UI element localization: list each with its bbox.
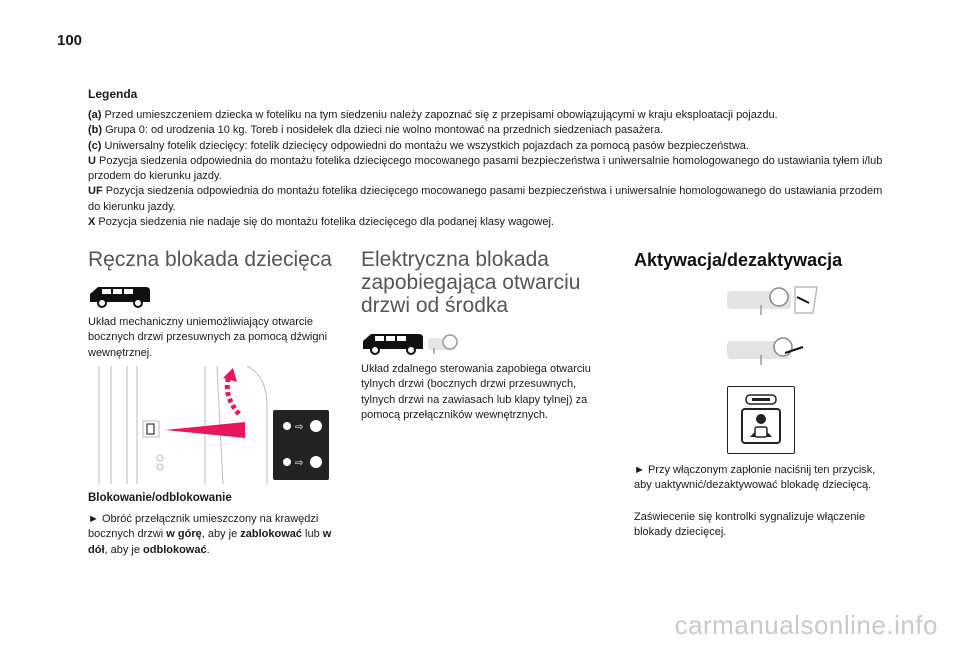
activation-heading: Aktywacja/dezaktywacja	[634, 250, 843, 270]
legend-item: (c) Uniwersalny fotelik dziecięcy: fotelik dziecięcy odpowiedni do montażu we wszystkich pojazdach za pomocą pasów bezpieczeństwa.	[88, 139, 749, 152]
child-lock-button[interactable]	[727, 386, 795, 454]
legend-item: UF Pozycja siedzenia odpowiednia do montażu fotelika dziecięcego mocowanego pasami bezpieczeństwa i uniwersalnie homologowanego do ustawiania przodem do kierunku jazdy.	[88, 185, 883, 213]
lock-unlock-subheading: Blokowanie/odblokowanie	[88, 492, 232, 504]
svg-text:⇨: ⇨	[295, 422, 304, 433]
legend-item: (b) Grupa 0: od urodzenia 10 kg. Toreb i nosidełek dla dzieci nie wolno montować na przednich siedzeniach pasażera.	[88, 124, 664, 137]
steering-wheel-icon	[428, 332, 462, 356]
dashboard-door-icon	[725, 283, 821, 317]
activation-indicator-note: Zaświecenie się kontrolki sygnalizuje włączenie blokady dziecięcej.	[634, 511, 866, 539]
lock-switch-panel	[273, 410, 329, 480]
watermark: carmanualsonline.info	[674, 610, 938, 640]
child-lock-icon	[728, 387, 794, 453]
activation-instruction: ► Przy włączonym zapłonie naciśnij ten przycisk, aby uaktywnić/dezaktywować blokadę dziecięcą.	[634, 464, 876, 492]
legend-item: X Pozycja siedzenia nie nadaje się do montażu fotelika dziecięcego dla podanej klasy wagowej.	[88, 216, 554, 229]
van-icon	[88, 283, 152, 309]
legend-list	[88, 108, 888, 230]
electric-lock-heading: Elektryczna blokada zapobiegająca otwarciu drzwi od środka	[361, 248, 581, 317]
legend-title: Legenda	[88, 87, 138, 101]
lock-unlock-instruction: ► Obróć przełącznik umieszczony na krawędzi bocznych drzwi w górę, aby je zablokować lub w dół, aby je odblokować.	[88, 513, 332, 556]
manual-lock-intro: Układ mechaniczny uniemożliwiający otwarcie bocznych drzwi przesuwnych za pomocą dźwigni wewnętrznej.	[88, 316, 328, 359]
van-icon	[361, 330, 425, 356]
page-number: 100	[57, 32, 83, 49]
dashboard-icon	[725, 333, 821, 367]
legend-item: U Pozycja siedzenia odpowiednia do montażu fotelika dziecięcego mocowanego pasami bezpieczeństwa i uniwersalnie homologowanego do ustawiania tyłem i/lub przodem do kierunku jazdy.	[88, 154, 883, 183]
legend-item: (a) Przed umieszczeniem dziecka w foteliku na tym siedzeniu należy zapoznać się z przepisami obowiązującymi w kraju eksploatacji pojazdu.	[88, 109, 778, 121]
svg-text:⇨: ⇨	[295, 458, 304, 469]
door-switch-illustration	[97, 366, 333, 486]
manual-lock-heading: Ręczna blokada dziecięca	[88, 248, 332, 271]
electric-lock-body: Układ zdalnego sterowania zapobiega otwarciu tylnych drzwi (bocznych drzwi przesuwnych, tylnych drzwi na zawiasach lub klapy tylnej) za pomocą przełączników wewnętrznych.	[361, 363, 591, 421]
